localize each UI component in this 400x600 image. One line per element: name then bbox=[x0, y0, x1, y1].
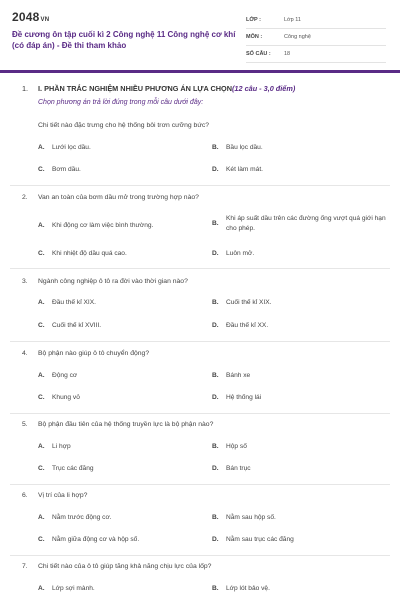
option-letter: C. bbox=[38, 322, 45, 329]
option-text: Hộp số bbox=[226, 443, 247, 450]
question-divider bbox=[10, 185, 390, 186]
question-divider bbox=[10, 341, 390, 342]
option-b[interactable] bbox=[212, 299, 392, 306]
option-text: Bầu lọc dầu. bbox=[226, 144, 263, 151]
question-divider bbox=[10, 268, 390, 269]
option-text: Đầu thế kỉ XIX. bbox=[52, 299, 96, 306]
option-d[interactable] bbox=[212, 465, 392, 472]
option-text: Hệ thống lái bbox=[226, 394, 262, 401]
question-divider bbox=[10, 555, 390, 556]
option-c[interactable] bbox=[38, 250, 127, 257]
option-letter: C. bbox=[38, 536, 45, 543]
option-a[interactable] bbox=[38, 514, 112, 521]
option-text: Khi áp suất dầu trên các đường ống vượt quá giới hạn cho phép. bbox=[226, 215, 386, 232]
option-letter: A. bbox=[38, 514, 45, 521]
meta-value: 18 bbox=[284, 51, 291, 57]
option-letter: D. bbox=[212, 322, 219, 329]
option-letter: B. bbox=[212, 585, 219, 592]
question-text: Van an toàn của bơm dầu mở trong trường hợp nào? bbox=[38, 194, 199, 201]
meta-value: Lớp 11 bbox=[284, 17, 301, 23]
question-4 bbox=[22, 350, 149, 357]
question-number: 2. bbox=[22, 194, 28, 201]
option-text: Động cơ bbox=[52, 372, 78, 379]
question-6 bbox=[22, 492, 87, 499]
option-text: Cuối thế kỉ XVIII. bbox=[52, 322, 102, 329]
option-text: Trục các đăng bbox=[52, 465, 94, 472]
question-number: 4. bbox=[22, 350, 28, 357]
meta-row-subject bbox=[246, 29, 386, 46]
option-letter: B. bbox=[212, 299, 219, 306]
option-c[interactable] bbox=[38, 322, 101, 329]
option-a[interactable] bbox=[38, 222, 153, 229]
option-text: Lớp sợi mành. bbox=[52, 585, 95, 592]
question-divider bbox=[10, 484, 390, 485]
option-c[interactable] bbox=[38, 465, 94, 472]
option-text: Khi động cơ làm việc bình thường. bbox=[52, 222, 154, 229]
question-5 bbox=[22, 421, 213, 428]
option-a[interactable] bbox=[38, 144, 91, 151]
question-2 bbox=[22, 194, 199, 201]
question-text: Chi tiết nào đặc trưng cho hệ thống bôi trơn cưỡng bức? bbox=[38, 122, 210, 129]
section-number: 1. bbox=[22, 84, 29, 93]
question-text: Bộ phận đầu tiên của hệ thống truyền lực là bộ phận nào? bbox=[38, 421, 214, 428]
meta-label: MÔN : bbox=[246, 34, 263, 40]
option-letter: A. bbox=[38, 299, 45, 306]
question-divider bbox=[10, 413, 390, 414]
option-a[interactable] bbox=[38, 443, 71, 450]
option-letter: C. bbox=[38, 250, 45, 257]
option-letter: A. bbox=[38, 372, 45, 379]
option-letter: A. bbox=[38, 144, 45, 151]
option-letter: C. bbox=[38, 465, 45, 472]
option-d[interactable] bbox=[212, 166, 392, 173]
meta-table bbox=[246, 12, 386, 63]
question-number: 6. bbox=[22, 492, 28, 499]
question-text: Ngành công nghiệp ô tô ra đời vào thời gian nào? bbox=[38, 278, 188, 285]
option-letter: D. bbox=[212, 394, 219, 401]
question-number: 7. bbox=[22, 563, 28, 570]
option-d[interactable] bbox=[212, 394, 392, 401]
option-letter: A. bbox=[38, 222, 45, 229]
section-instruction: Chọn phương án trả lời đúng trong mỗi câu dưới đây: bbox=[38, 99, 204, 106]
option-text: Li hợp bbox=[52, 443, 71, 450]
logo-suffix: VN bbox=[40, 17, 50, 23]
option-b[interactable] bbox=[212, 514, 392, 521]
option-letter: D. bbox=[212, 250, 219, 257]
option-b[interactable] bbox=[212, 214, 392, 234]
meta-label: SỐ CÂU : bbox=[246, 51, 271, 57]
option-letter: A. bbox=[38, 443, 45, 450]
option-a[interactable] bbox=[38, 299, 96, 306]
option-letter: B. bbox=[212, 144, 219, 151]
option-text: Bán trục bbox=[226, 465, 251, 472]
meta-row-class bbox=[246, 12, 386, 29]
option-c[interactable] bbox=[38, 536, 139, 543]
option-text: Két làm mát. bbox=[226, 166, 264, 173]
option-a[interactable] bbox=[38, 585, 95, 592]
logo-text: 2048 bbox=[12, 10, 40, 24]
option-text: Đầu thế kỉ XX. bbox=[226, 322, 269, 329]
meta-value: Công nghệ bbox=[284, 34, 311, 40]
option-letter: B. bbox=[212, 372, 219, 379]
option-letter: A. bbox=[38, 585, 45, 592]
option-text: Bánh xe bbox=[226, 372, 251, 379]
option-text: Khung vỏ bbox=[52, 394, 80, 401]
document-title: Đề cương ôn tập cuối kì 2 Công nghệ 11 Công nghệ cơ khí (có đáp án) - Đề thi tham khảo bbox=[12, 30, 236, 50]
option-letter: D. bbox=[212, 166, 219, 173]
question-number: 5. bbox=[22, 421, 28, 428]
option-letter: B. bbox=[212, 220, 219, 227]
meta-label: LỚP : bbox=[246, 17, 261, 23]
option-text: Khi nhiệt độ dầu quá cao. bbox=[52, 250, 127, 257]
document-header bbox=[0, 0, 400, 66]
option-c[interactable] bbox=[38, 394, 80, 401]
option-text: Nằm sau trục các đăng bbox=[226, 536, 294, 543]
option-b[interactable] bbox=[212, 372, 392, 379]
option-d[interactable] bbox=[212, 250, 392, 257]
option-text: Luôn mở. bbox=[226, 250, 255, 257]
section-title: I. PHẦN TRẮC NGHIỆM NHIỀU PHƯƠNG ÁN LỰA CHỌN bbox=[38, 84, 232, 93]
option-letter: D. bbox=[212, 536, 219, 543]
question-7 bbox=[22, 563, 211, 570]
option-letter: C. bbox=[38, 166, 45, 173]
option-text: Cuối thế kỉ XIX. bbox=[226, 299, 272, 306]
question-3 bbox=[22, 278, 188, 285]
header-divider bbox=[0, 70, 400, 73]
option-d[interactable] bbox=[212, 536, 392, 543]
question-text: Vị trí của li hợp? bbox=[38, 492, 88, 499]
option-b[interactable] bbox=[212, 585, 392, 592]
option-text: Nằm giữa động cơ và hộp số. bbox=[52, 536, 140, 543]
question-number: 3. bbox=[22, 278, 28, 285]
option-text: Bơm dầu. bbox=[52, 166, 81, 173]
option-letter: D. bbox=[212, 465, 219, 472]
option-letter: C. bbox=[38, 394, 45, 401]
option-text: Nằm trước động cơ. bbox=[52, 514, 112, 521]
question-text: Bộ phận nào giúp ô tô chuyển động? bbox=[38, 350, 150, 357]
option-text: Lưới lọc dầu. bbox=[52, 144, 91, 151]
option-b[interactable] bbox=[212, 144, 392, 151]
section-heading bbox=[22, 84, 295, 93]
question-text: Chi tiết nào của ô tô giúp tăng khả năng chịu lực của lốp? bbox=[38, 563, 212, 570]
option-d[interactable] bbox=[212, 322, 392, 329]
option-letter: B. bbox=[212, 514, 219, 521]
option-a[interactable] bbox=[38, 372, 77, 379]
option-text: Lớp lót bảo vệ. bbox=[226, 585, 270, 592]
option-b[interactable] bbox=[212, 443, 392, 450]
option-c[interactable] bbox=[38, 166, 81, 173]
section-subtitle: (12 câu - 3,0 điểm) bbox=[232, 84, 296, 93]
option-letter: B. bbox=[212, 443, 219, 450]
meta-row-count bbox=[246, 46, 386, 63]
option-text: Nằm sau hộp số. bbox=[226, 514, 276, 521]
